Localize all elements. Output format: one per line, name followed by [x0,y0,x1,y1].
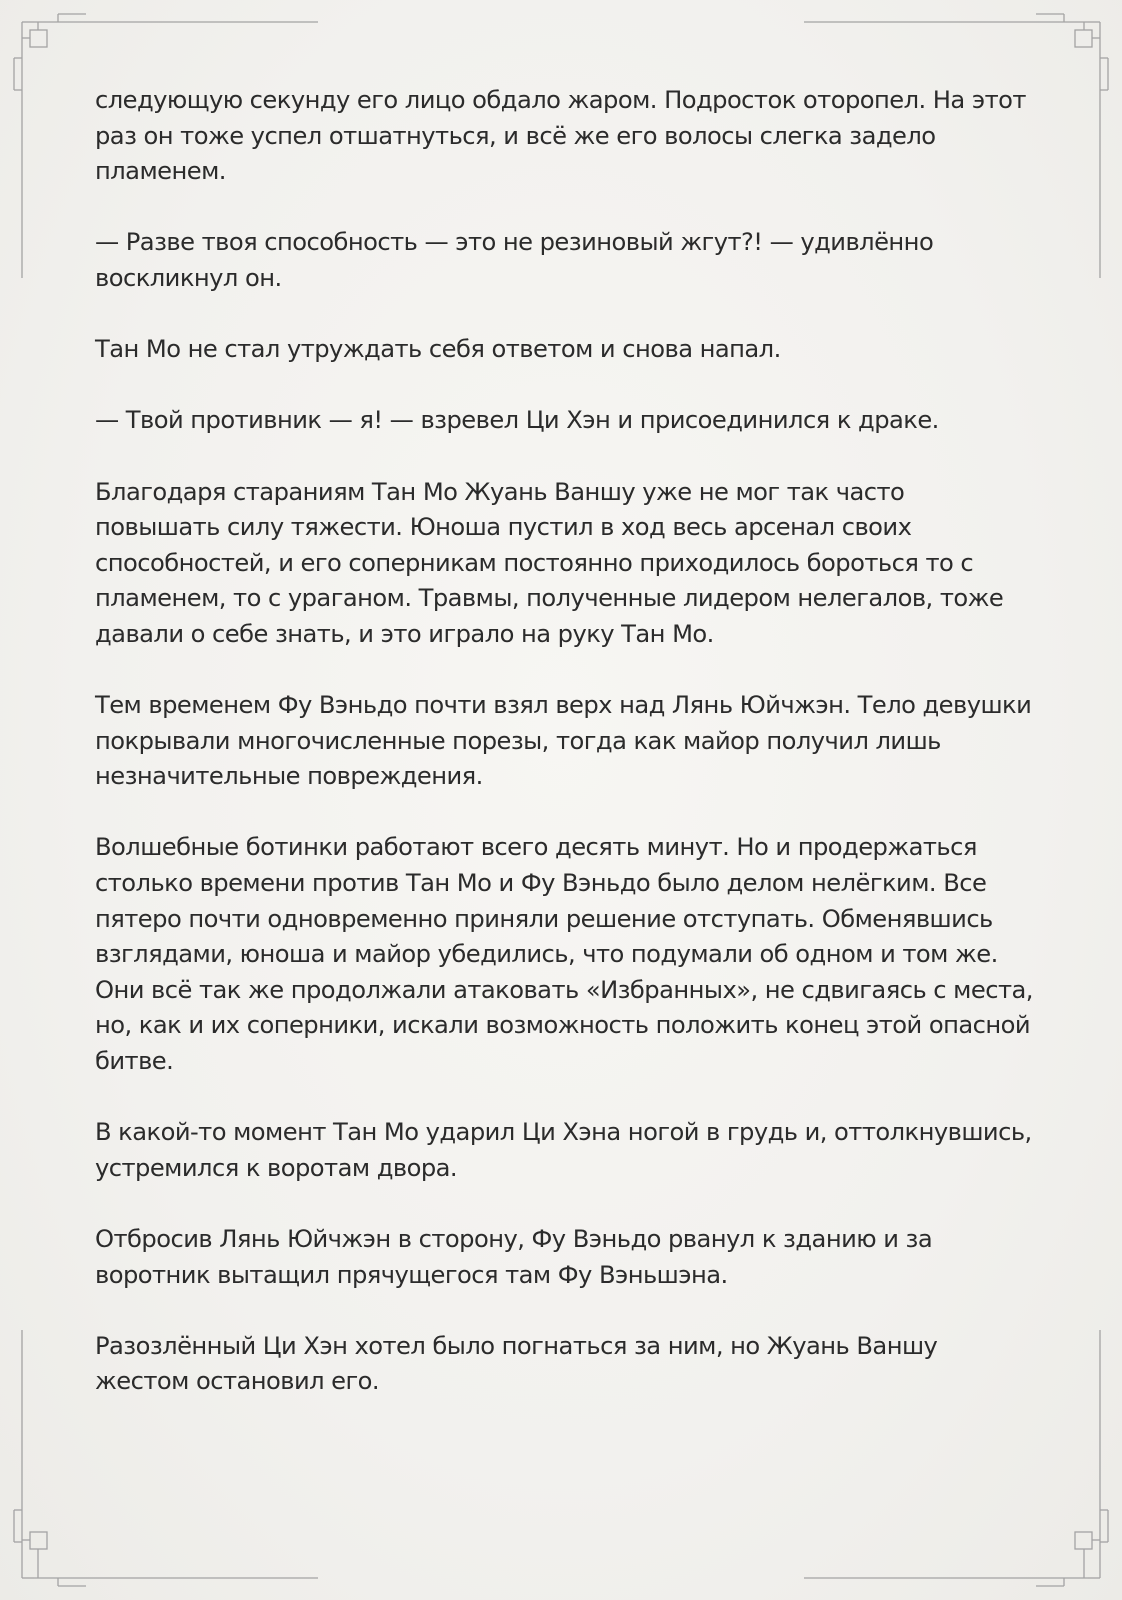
paragraph-2: — Разве твоя способность — это не резиновый жгут?! — удивлённо воскликнул он. [95,228,934,292]
paragraph-7: Волшебные ботинки работают всего десять минут. Но и продержаться столько времени против Тан Мо и Фу Вэньдо было делом нелёгким. Все пятеро почти одновременно приняли решение отступать. Обменявшись взглядами, юноша и майор убедились, что подумали об одном и том же. Они всё так же продолжали атаковать «Избранных», не сдвигаясь с места, но, как и их соперники, искали возможность положить конец этой опасной битве. [95,833,1033,1076]
paragraph-9: Отбросив Лянь Юйчжэн в сторону, Фу Вэньдо рванул к зданию и за воротник вытащил прячущегося там Фу Вэньшэна. [95,1225,933,1289]
paragraph-8: В какой-то момент Тан Мо ударил Ци Хэна ногой в грудь и, оттолкнувшись, устремился к воротам двора. [95,1118,1032,1182]
paragraph-3: Тан Мо не стал утруждать себя ответом и снова напал. [95,335,781,364]
paragraph-6: Тем временем Фу Вэньдо почти взял верх над Лянь Юйчжэн. Тело девушки покрывали многочисленные порезы, тогда как майор получил лишь незначительные повреждения. [95,691,1032,791]
paragraph-10: Разозлённый Ци Хэн хотел было погнаться за ним, но Жуань Ваншу жестом остановил его. [95,1331,938,1396]
body-text [95,83,1035,1436]
paragraph-5: Благодаря стараниям Тан Мо Жуань Ваншу уже не мог так часто повышать силу тяжести. Юноша пустил в ход весь арсенал своих способностей, и его соперникам постоянно приходилось бороться то с пламенем, то с ураганом. Травмы, полученные лидером нелегалов, тоже давали о себе знать, и это играло на руку Тан Мо. [95,477,1004,648]
paragraph-1: следующую секунду его лицо обдало жаром. Подросток оторопел. На этот раз он тоже успел отшатнуться, и всё же его волосы слегка задело пламенем. [95,86,1026,186]
paragraph-4: — Твой противник — я! — взревел Ци Хэн и присоединился к драке. [95,406,939,435]
